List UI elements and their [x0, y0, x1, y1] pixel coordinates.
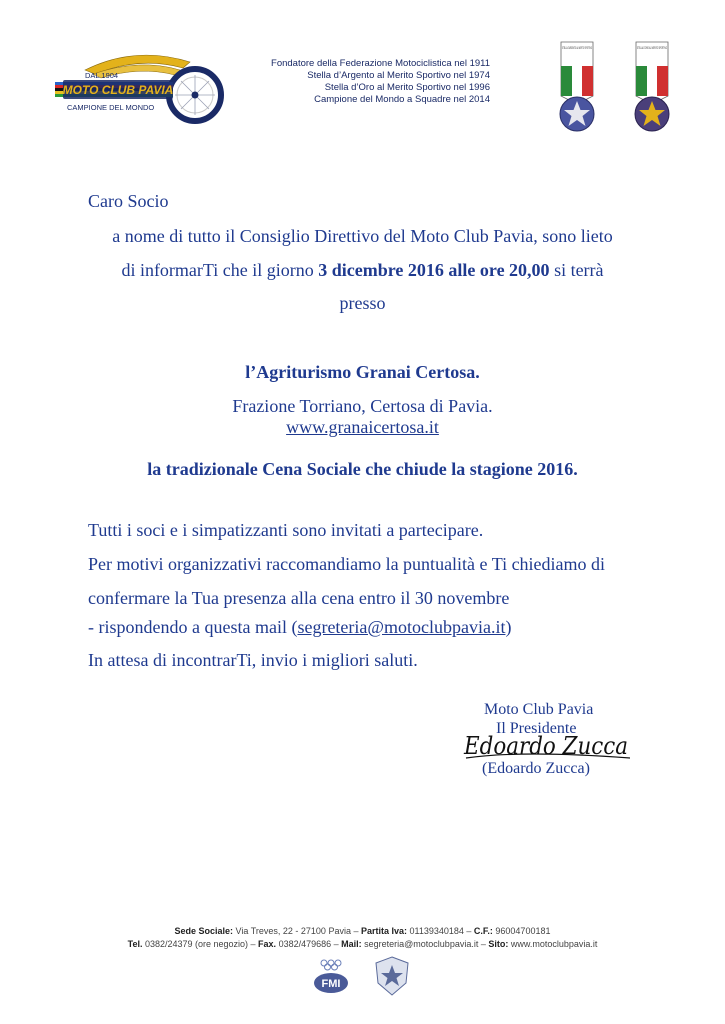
footer-value: segreteria@motoclubpavia.it – [361, 939, 489, 949]
intro-line-3: presso [339, 293, 386, 313]
footer-value: 0382/24379 (ore negozio) – [142, 939, 259, 949]
reply-line [88, 616, 511, 638]
signature-name: (Edoardo Zucca) [482, 760, 590, 777]
fmi-logo-text: FMI [321, 978, 341, 990]
signature-handwriting: Edoardo Zucca [463, 732, 628, 760]
logo-club-name: MOTO CLUB PAVIA [62, 83, 174, 97]
footer-value: 96004700181 [492, 926, 551, 936]
honor-line: Campione del Mondo a Squadre nel 2014 [314, 94, 490, 105]
request-line-1: Per motivi organizzativi raccomandiamo la puntualità e Ti chiediamo di [88, 554, 606, 574]
footer-label: Fax. [258, 939, 277, 949]
medal-label: STELLA D'ORO AL MERITO SPORTIVO [637, 46, 668, 50]
request-line-2: confermare la Tua presenza alla cena entro il 30 novembre [88, 588, 510, 608]
reply-email-link[interactable]: segreteria@motoclubpavia.it [297, 617, 506, 637]
honor-line: Stella d’Argento al Merito Sportivo nel 1974 [307, 70, 490, 81]
moto-club-pavia-logo [55, 40, 230, 130]
footer-label: Mail: [341, 939, 362, 949]
signature-role: Il Presidente [496, 720, 577, 737]
gold-star-medal-icon [632, 40, 672, 135]
footer-contacts [0, 939, 725, 949]
fmi-logo-icon [312, 957, 350, 995]
footer-value: Via Treves, 22 - 27100 Pavia – [233, 926, 361, 936]
intro-line-2-post: si terrà [549, 260, 604, 280]
reply-pre: - rispondendo a questa mail ( [88, 617, 298, 637]
footer-label: Tel. [127, 939, 143, 949]
invite-line: Tutti i soci e i simpatizzanti sono invitati a partecipare. [88, 520, 484, 540]
intro-line-2-pre: di informarTi che il giorno [121, 260, 319, 280]
venue-address: Frazione Torriano, Certosa di Pavia. [232, 396, 493, 416]
club-honors [230, 58, 490, 106]
honor-line: Fondatore della Federazione Motociclistica nel 1911 [271, 58, 490, 69]
reply-post: ) [505, 617, 512, 637]
event-date: 3 dicembre 2016 alle ore 20,00 [318, 260, 550, 280]
signature-club: Moto Club Pavia [484, 701, 594, 718]
medal-label: STELLA D'ARGENTO AL MERITO SPORTIVO [562, 46, 593, 50]
venue-link[interactable]: www.granaicertosa.it [286, 417, 439, 437]
honor-line: Stella d’Oro al Merito Sportivo nel 1996 [324, 82, 490, 93]
footer-address [0, 926, 725, 936]
footer-value: www.motoclubpavia.it [508, 939, 598, 949]
event-description: la tradizionale Cena Sociale che chiude la stagione 2016. [147, 459, 578, 479]
venue-name: l’Agriturismo Granai Certosa. [245, 362, 480, 382]
footer-label: Sito: [488, 939, 509, 949]
footer-value: 01139340184 – [407, 926, 474, 936]
closing-line: In attesa di incontrarTi, invio i migliori saluti. [88, 650, 418, 670]
footer-label: C.F.: [473, 926, 493, 936]
logo-since: DAL 1904 [85, 71, 119, 80]
footer-value: 0382/479686 – [276, 939, 342, 949]
coni-star-logo-icon [372, 955, 412, 997]
logo-motto: CAMPIONE DEL MONDO [67, 103, 155, 112]
footer-label: Partita Iva: [360, 926, 407, 936]
intro-line-1: a nome di tutto il Consiglio Direttivo del Moto Club Pavia, sono lieto [112, 226, 613, 246]
footer-label: Sede Sociale: [174, 926, 234, 936]
intro-line-2 [0, 259, 725, 281]
silver-star-medal-icon [557, 40, 597, 135]
greeting: Caro Socio [88, 191, 169, 211]
